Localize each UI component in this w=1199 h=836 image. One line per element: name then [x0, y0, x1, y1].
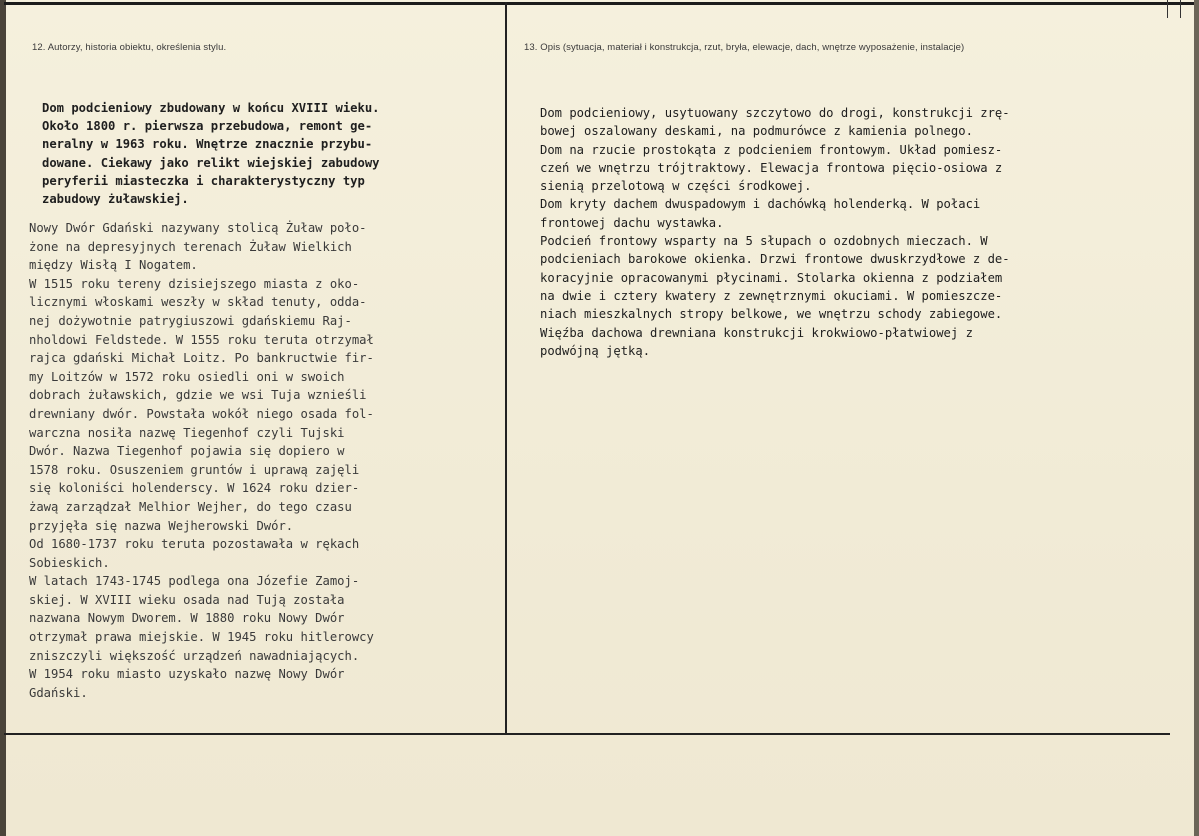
card-top-border — [4, 2, 1197, 5]
town-history-text: Nowy Dwór Gdański nazywany stolicą Żuław poło- żone na depresyjnych terenach Żuław Wielkich między Wisłą I Nogatem. W 1515 roku tereny dzisiejszego miasta z oko- licznymi włoskami weszły w skład tenuty, odda- nej dożywotnie patrygiuszowi gdańskiemu Raj- nholdowi Feldstede. W 1555 roku teruta otrzymał rajca gdański Michał Loitz. Po bankructwie fir- my Loitzów w 1572 roku osiedli oni w swoich dobrach żuławskich, gdzie we wsi Tuja wznieśli drewniany dwór. Powstała wokół niego osada fol- warczna nosiła nazwę Tiegenhof czyli Tujski Dwór. Nazwa Tiegenhof pojawia się dopiero w 1578 roku. Osuszeniem gruntów i uprawą zajęli się koloniści holenderscy. W 1624 roku dzier- żawą zarządzał Melhior Wejher, do tego czasu przyjęła się nazwa Wejherowski Dwór. Od 1680-1737 roku teruta pozostawała w rękach Sobieskich. W latach 1743-1745 podlega ona Józefie Zamoj- skiej. W XVIII wieku osada nad Tują została nazwana Nowym Dworem. W 1880 roku Nowy Dwór otrzymał prawa miejskie. W 1945 roku hitlerowcy zniszczyli większość urządzeń nawadniających. W 1954 roku miasto uzyskało nazwę Nowy Dwór Gdański. — [29, 221, 374, 700]
building-description-text: Dom podcieniowy, usytuowany szczytowo do drogi, konstrukcji zrę- bowej oszalowany deskami, na podmurówce z kamienia polnego. Dom na rzucie prostokąta z podcieniem frontowym. Układ pomiesz- czeń we wnętrzu trójtraktowy. Elewacja frontowa pięcio-osiowa z sienią przelotową w części środkowej. Dom kryty dachem dwuspadowym i dachówką holenderką. W połaci frontowej dachu wystawka. Podcień frontowy wsparty na 5 słupach o ozdobnych mieczach. W podcieniach barokowe okienka. Drzwi frontowe dwuskrzydłowe z de- koracyjnie opracowanymi płycinami. Stolarka okienna z podziałem na dwie i cztery kwatery z zewnętrznymi okuciami. W pomieszcze- niach mieszkalnych stropy belkowe, we wnętrzu schody zabiegowe. Więźba dachowa drewniana konstrukcji krokwiowo-płatwiowej z podwójną jętką. — [540, 106, 1010, 358]
corner-tick — [1167, 0, 1168, 18]
column-divider — [505, 2, 507, 735]
card-left-edge — [0, 0, 6, 836]
field-12-header: 12. Autorzy, historia obiektu, określenia stylu. — [32, 42, 227, 53]
bottom-rule — [4, 733, 1170, 735]
corner-tick — [1180, 0, 1181, 18]
history-summary-text: Dom podcieniowy zbudowany w końcu XVIII wieku. Około 1800 r. pierwsza przebudowa, remont ge- neralny w 1963 roku. Wnętrze znacznie przybu- dowane. Ciekawy jako relikt wiejskiej zabudowy peryferii miasteczka i charakterystyczny typ zabudowy żuławskiej. — [42, 101, 380, 207]
card-right-edge — [1194, 0, 1199, 836]
field-13-header: 13. Opis (sytuacja, materiał i konstrukcja, rzut, bryła, elewacje, dach, wnętrze wyposażenie, instalacje) — [524, 42, 965, 53]
